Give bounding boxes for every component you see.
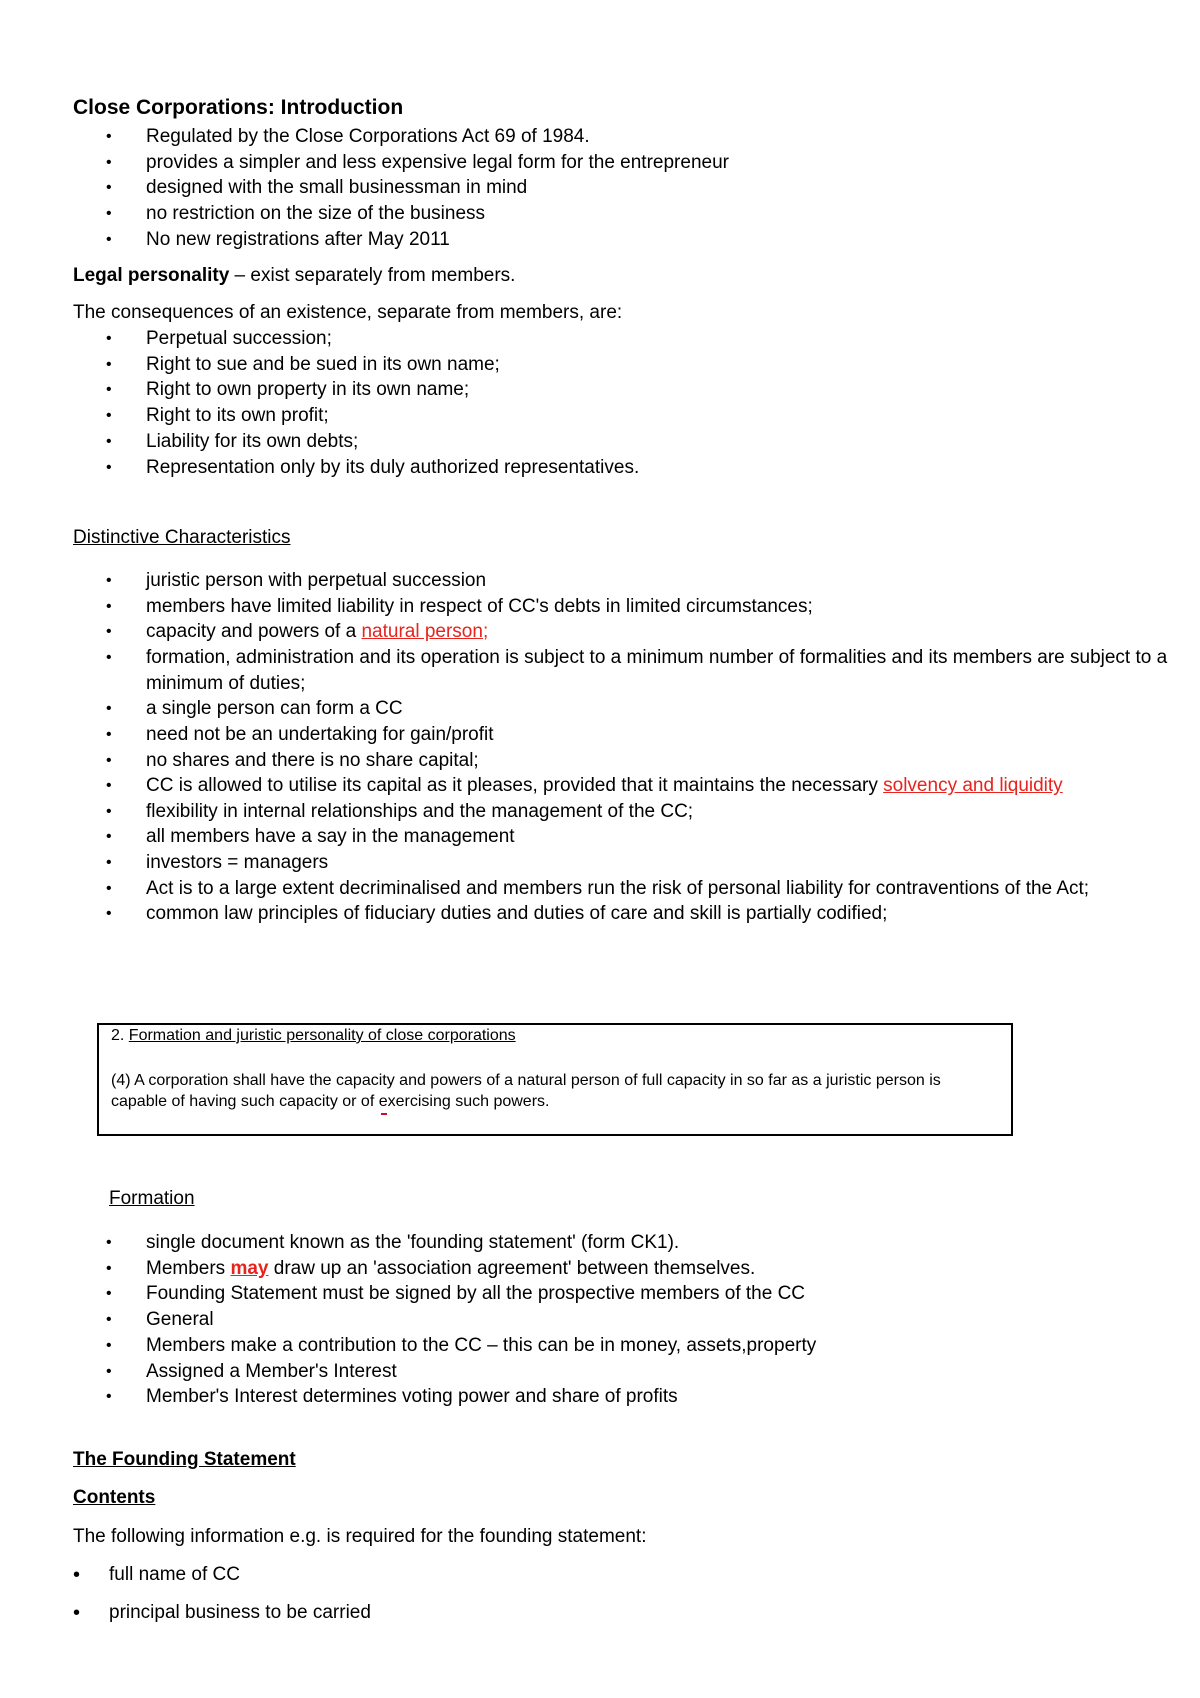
- list-item: • Representation only by its duly authorized representatives.: [73, 455, 639, 481]
- bullet-icon: •: [106, 330, 112, 347]
- founding-statement-heading: The Founding Statement: [73, 1449, 296, 1470]
- bullet-icon: •: [106, 597, 112, 615]
- consequences-intro: The consequences of an existence, separate from members, are:: [73, 302, 623, 323]
- list-item: • No new registrations after May 2011: [73, 227, 729, 253]
- list-item: • Act is to a large extent decriminalised and members run the risk of personal liability for contraventions of the Act;: [73, 876, 1106, 902]
- bullet-icon: •: [73, 1564, 81, 1586]
- list-item: • all members have a say in the management: [73, 824, 1181, 850]
- bullet-icon: •: [106, 205, 112, 223]
- statute-text: (4) A corporation shall have the capacity and powers of a natural person of full capacity in so far as a juristic person is capable of having such capacity or of exercising such powers.: [111, 1072, 941, 1110]
- bullet-icon: •: [106, 777, 112, 795]
- legal-personality-line: Legal personality – exist separately from members.: [73, 265, 516, 286]
- list-item: • flexibility in internal relationships and the management of the CC;: [73, 799, 1181, 825]
- legal-personality-term: Legal personality: [73, 265, 230, 286]
- list-item: • Assigned a Member's Interest: [73, 1359, 816, 1385]
- bullet-icon: •: [106, 905, 112, 923]
- list-item: • need not be an undertaking for gain/profit: [73, 722, 1181, 748]
- bullet-icon: •: [106, 355, 112, 373]
- bullet-icon: •: [106, 407, 112, 425]
- list-item: • Founding Statement must be signed by all the prospective members of the CC: [73, 1281, 816, 1307]
- bullet-icon: •: [106, 458, 112, 476]
- bullet-icon: •: [106, 179, 112, 197]
- bullet-icon: •: [106, 828, 112, 846]
- bullet-icon: •: [106, 1259, 112, 1277]
- statute-box: [97, 1023, 1013, 1136]
- consequences-list: [73, 326, 639, 480]
- statute-title: 2. Formation and juristic personality of close corporations: [111, 1027, 516, 1044]
- bullet-icon: •: [106, 879, 112, 897]
- list-item: • Members make a contribution to the CC – this can be in money, assets,property: [73, 1333, 816, 1359]
- list-item: • no shares and there is no share capital;: [73, 748, 1181, 774]
- bullet-icon: •: [106, 649, 112, 667]
- bullet-icon: •: [106, 572, 112, 589]
- list-item: • Right to sue and be sued in its own name;: [73, 352, 639, 378]
- bullet-icon: •: [106, 751, 112, 769]
- bullet-icon: •: [106, 700, 112, 718]
- list-item: • Regulated by the Close Corporations Act 69 of 1984.: [73, 124, 729, 150]
- bullet-icon: •: [106, 1234, 112, 1251]
- bullet-icon: •: [106, 1336, 112, 1354]
- bullet-icon: •: [106, 128, 112, 145]
- list-item: • designed with the small businessman in mind: [73, 175, 729, 201]
- list-item: • Right to own property in its own name;: [73, 377, 639, 403]
- page-title: Close Corporations: Introduction: [73, 96, 404, 119]
- distinctive-list: [73, 568, 1181, 927]
- founding-intro: The following information e.g. is required for the founding statement:: [73, 1526, 647, 1547]
- bullet-icon: •: [106, 1388, 112, 1406]
- list-item: • investors = managers: [73, 850, 1181, 876]
- natural-person-link[interactable]: natural person: [361, 621, 483, 643]
- bullet-icon: •: [106, 153, 112, 171]
- list-item: • Member's Interest determines voting power and share of profits: [73, 1384, 816, 1410]
- bullet-icon: •: [106, 725, 112, 743]
- founding-list: [73, 1556, 371, 1632]
- list-item: • provides a simpler and less expensive legal form for the entrepreneur: [73, 150, 729, 176]
- distinctive-heading: Distinctive Characteristics: [73, 527, 291, 548]
- bullet-icon: •: [106, 381, 112, 399]
- contents-heading: Contents: [73, 1487, 156, 1508]
- bullet-icon: •: [106, 802, 112, 820]
- bullet-icon: •: [106, 432, 112, 450]
- may-emphasis: may: [230, 1257, 269, 1279]
- list-item: • Liability for its own debts;: [73, 429, 639, 455]
- bullet-icon: •: [106, 1311, 112, 1329]
- bullet-icon: •: [106, 854, 112, 872]
- list-item: • common law principles of fiduciary duties and duties of care and skill is partially codified;: [73, 901, 1181, 927]
- formation-heading: Formation: [109, 1188, 195, 1209]
- list-item: • Right to its own profit;: [73, 403, 639, 429]
- bullet-icon: •: [106, 1285, 112, 1303]
- bullet-icon: •: [106, 623, 112, 641]
- list-item: • members have limited liability in respect of CC's debts in limited circumstances;: [73, 594, 1181, 620]
- list-item: • no restriction on the size of the business: [73, 201, 729, 227]
- list-item: • juristic person with perpetual succession: [73, 568, 1181, 594]
- list-item: • General: [73, 1307, 816, 1333]
- list-item: • CC is allowed to utilise its capital as it pleases, provided that it maintains the necessary solvency and liquidity: [73, 773, 1181, 799]
- bullet-icon: •: [73, 1602, 81, 1624]
- list-item: • Perpetual succession;: [73, 326, 639, 352]
- intro-list: [73, 124, 729, 253]
- list-item: • Members may draw up an 'association agreement' between themselves.: [73, 1256, 816, 1282]
- bullet-icon: •: [106, 230, 112, 248]
- list-item: • principal business to be carried: [73, 1594, 371, 1632]
- solvency-liquidity-link[interactable]: solvency and liquidity: [883, 775, 1063, 797]
- bullet-icon: •: [106, 1362, 112, 1380]
- list-item: • capacity and powers of a natural person;: [73, 619, 1181, 645]
- list-item: • formation, administration and its operation is subject to a minimum number of formalities and its members are subject to a minimum of duties;: [106, 647, 1168, 694]
- revision-mark: [381, 1113, 387, 1115]
- list-item: • single document known as the 'founding statement' (form CK1).: [73, 1230, 816, 1256]
- formation-list: [73, 1230, 816, 1410]
- list-item: • a single person can form a CC: [73, 696, 1181, 722]
- list-item: • full name of CC: [73, 1556, 371, 1594]
